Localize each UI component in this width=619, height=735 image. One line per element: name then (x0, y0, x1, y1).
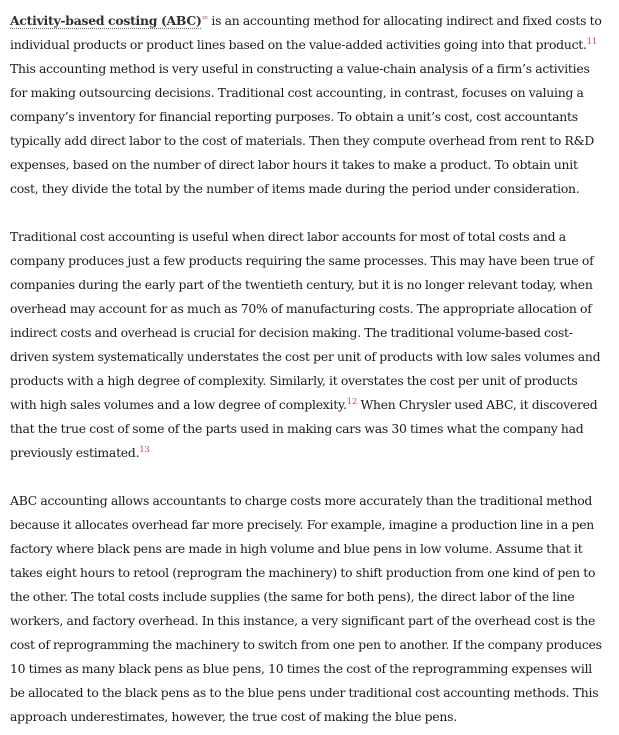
line: the other. The total costs include supplies (the same for both pens), the direct labor of the line (10, 589, 575, 604)
line: takes eight hours to retool (reprogram the machinery) to shift production from one kind of pen to (10, 565, 596, 580)
line: factory where black pens are made in high volume and blue pens in low volume. Assume that it (10, 541, 583, 556)
glossary-icon[interactable]: ∞ (201, 12, 209, 22)
line: company produces just a few products requiring the same processes. This may have been true of (10, 253, 594, 268)
line: because it allocates overhead far more precisely. For example, imagine a production line in a pen (10, 517, 595, 532)
line (10, 9, 619, 33)
line: company’s inventory for financial reporting purposes. To obtain a unit’s cost, cost accountants (10, 109, 578, 124)
text-line: When Chrysler used ABC, it discovered (360, 397, 598, 412)
text-line: is an accounting method for allocating indirect and fixed costs to (211, 13, 602, 28)
paragraph-3 (10, 489, 619, 729)
footnote-link[interactable]: 12 (346, 396, 358, 407)
line: approach underestimates, however, the true cost of making the blue pens. (10, 709, 457, 724)
line: workers, and factory overhead. In this instance, a very significant part of the overhead cost is the (10, 613, 596, 628)
line: companies during the early part of the twentieth century, but it is no longer relevant today, when (10, 277, 593, 292)
line: driven system systematically understates the cost per unit of products with low sales volumes and (10, 349, 601, 364)
text-line: previously estimated. (10, 445, 140, 460)
footnote-link[interactable]: 11 (586, 36, 598, 47)
line: indirect costs and overhead is crucial for decision making. The traditional volume-based cost- (10, 325, 573, 340)
glossary-term-link[interactable]: Activity-based costing (ABC) (10, 13, 202, 28)
line: typically add direct labor to the cost of materials. Then they compute overhead from rent to R&D (10, 133, 595, 148)
paragraph-gap (10, 201, 619, 225)
line: overhead may account for as much as 70% of manufacturing costs. The appropriate allocation of (10, 301, 592, 316)
line: for making outsourcing decisions. Traditional cost accounting, in contrast, focuses on valuing a (10, 85, 584, 100)
line (10, 441, 619, 465)
line: cost, they divide the total by the number of items made during the period under consideration. (10, 181, 580, 196)
paragraph-gap (10, 465, 619, 489)
line: cost of reprogramming the machinery to switch from one pen to another. If the company produces (10, 637, 602, 652)
line: be allocated to the black pens as to the blue pens under traditional cost accounting methods. This (10, 685, 599, 700)
line: Traditional cost accounting is useful when direct labor accounts for most of total costs and a (10, 229, 566, 244)
line: that the true cost of some of the parts used in making cars was 30 times what the company had (10, 421, 584, 436)
line (10, 33, 619, 57)
paragraph-1 (10, 9, 619, 201)
line (10, 393, 619, 417)
text-line: with high sales volumes and a low degree of complexity. (10, 397, 347, 412)
line: This accounting method is very useful in constructing a value-chain analysis of a firm’s activities (10, 61, 590, 76)
line: ABC accounting allows accountants to charge costs more accurately than the traditional method (10, 493, 593, 508)
line: 10 times as many black pens as blue pens, 10 times the cost of the reprogramming expenses will (10, 661, 593, 676)
footnote-link[interactable]: 13 (139, 444, 150, 455)
text-line: individual products or product lines based on the value-added activities going into that product. (10, 37, 587, 52)
line: expenses, based on the number of direct labor hours it takes to make a product. To obtain unit (10, 157, 578, 172)
line: products with a high degree of complexity. Similarly, it overstates the cost per unit of products (10, 373, 578, 388)
paragraph-2 (10, 225, 619, 465)
